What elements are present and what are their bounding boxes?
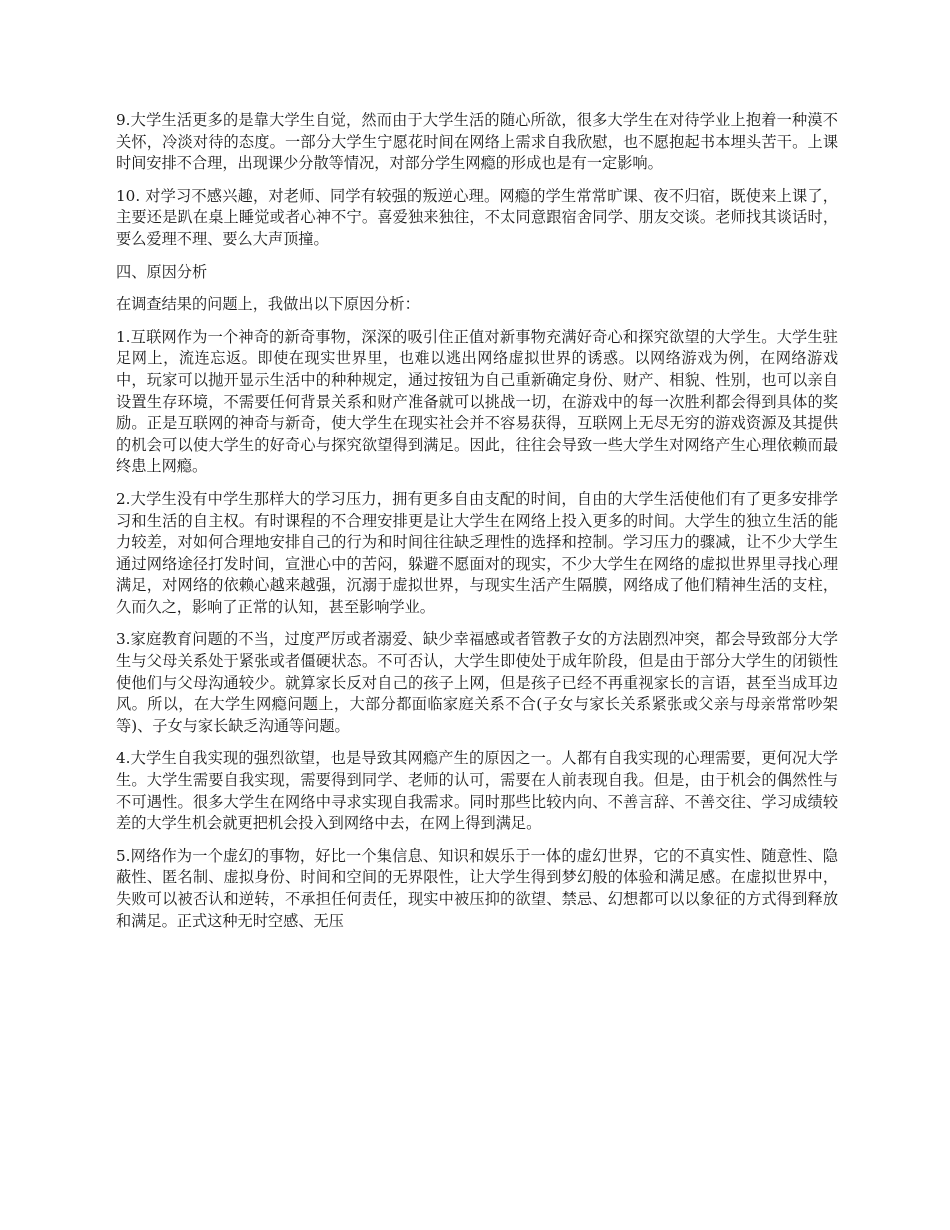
- document-page: [116, 110, 838, 943]
- section-heading: 四、原因分析: [116, 262, 208, 281]
- intro-sentence: 在调查结果的问题上，我做出以下原因分析：: [116, 295, 420, 314]
- paragraph-item-10: 10. 对学习不感兴趣，对老师、同学有较强的叛逆心理。网瘾的学生常常旷课、夜不归宿，既使来上课了，主要还是趴在桌上睡觉或者心神不宁。喜爱独来独往，不太同意跟宿舍同学、朋友交谈。老师找其谈话时，要么爱理不理、要么大声顶撞。: [116, 186, 838, 248]
- reason-paragraph-2: 2.大学生没有中学生那样大的学习压力，拥有更多自由支配的时间，自由的大学生活使他们有了更多安排学习和生活的自主权。有时课程的不合理安排更是让大学生在网络上投入更多的时间。大学生的独立生活的能力较差，对如何合理地安排自己的行为和时间往往缺乏理性的选择和控制。学习压力的骤减，让不少大学生通过网络途径打发时间，宣泄心中的苦闷，躲避不愿面对的现实，不少大学生在网络的虚拟世界里寻找心理满足，对网络的依赖心越来越强，沉溺于虚拟世界，与现实生活产生隔膜，网络成了他们精神生活的支柱，久而久之，影响了正常的认知，甚至影响学业。: [116, 489, 838, 616]
- paragraph-item-9: 9.大学生活更多的是靠大学生自觉，然而由于大学生活的随心所欲，很多大学生在对待学业上抱着一种漠不关怀，冷淡对待的态度。一部分大学生宁愿花时间在网络上需求自我欣慰，也不愿抱起书本埋头苦干。上课时间安排不合理，出现课少分散等情况，对部分学生网瘾的形成也是有一定影响。: [116, 111, 838, 173]
- reason-paragraph-5: 5.网络作为一个虚幻的事物，好比一个集信息、知识和娱乐于一体的虚幻世界，它的不真实性、随意性、隐蔽性、匿名制、虚拟身份、时间和空间的无界限性，让大学生得到梦幻般的体验和满足感。在虚拟世界中，失败可以被否认和逆转，不承担任何责任，现实中被压抑的欲望、禁忌、幻想都可以以象征的方式得到释放和满足。正式这种无时空感、无压: [116, 846, 838, 930]
- reason-paragraph-4: 4.大学生自我实现的强烈欲望，也是导致其网瘾产生的原因之一。人都有自我实现的心理需要，更何况大学生。大学生需要自我实现，需要得到同学、老师的认可，需要在人前表现自我。但是，由于机会的偶然性与不可遇性。很多大学生在网络中寻求实现自我需求。同时那些比较内向、不善言辞、不善交往、学习成绩较差的大学生机会就更把机会投入到网络中去，在网上得到满足。: [116, 749, 838, 833]
- reason-paragraph-1: 1.互联网作为一个神奇的新奇事物，深深的吸引住正值对新事物充满好奇心和探究欲望的大学生。大学生驻足网上，流连忘返。即使在现实世界里，也难以逃出网络虚拟世界的诱惑。以网络游戏为例，在网络游戏中，玩家可以抛开显示生活中的种种规定，通过按钮为自己重新确定身份、财产、相貌、性别，也可以亲自设置生存环境，不需要任何背景关系和财产准备就可以挑战一切，在游戏中的每一次胜利都会得到具体的奖励。正是互联网的神奇与新奇，使大学生在现实社会并不容易获得，互联网上无尽无穷的游戏资源及其提供的机会可以使大学生的好奇心与探究欲望得到满足。因此，往往会导致一些大学生对网络产生心理依赖而最终患上网瘾。: [116, 327, 838, 476]
- reason-paragraph-3: 3.家庭教育问题的不当，过度严厉或者溺爱、缺少幸福感或者管教子女的方法剧烈冲突，都会导致部分大学生与父母关系处于紧张或者僵硬状态。不可否认，大学生即使处于成年阶段，但是由于部分大学生的闭锁性使他们与父母沟通较少。就算家长反对自己的孩子上网，但是孩子已经不再重视家长的言语，甚至当成耳边风。所以，在大学生网瘾问题上，大部分都面临家庭关系不合(子女与家长关系紧张或父亲与母亲常常吵架等)、子女与家长缺乏沟通等问题。: [116, 630, 838, 735]
